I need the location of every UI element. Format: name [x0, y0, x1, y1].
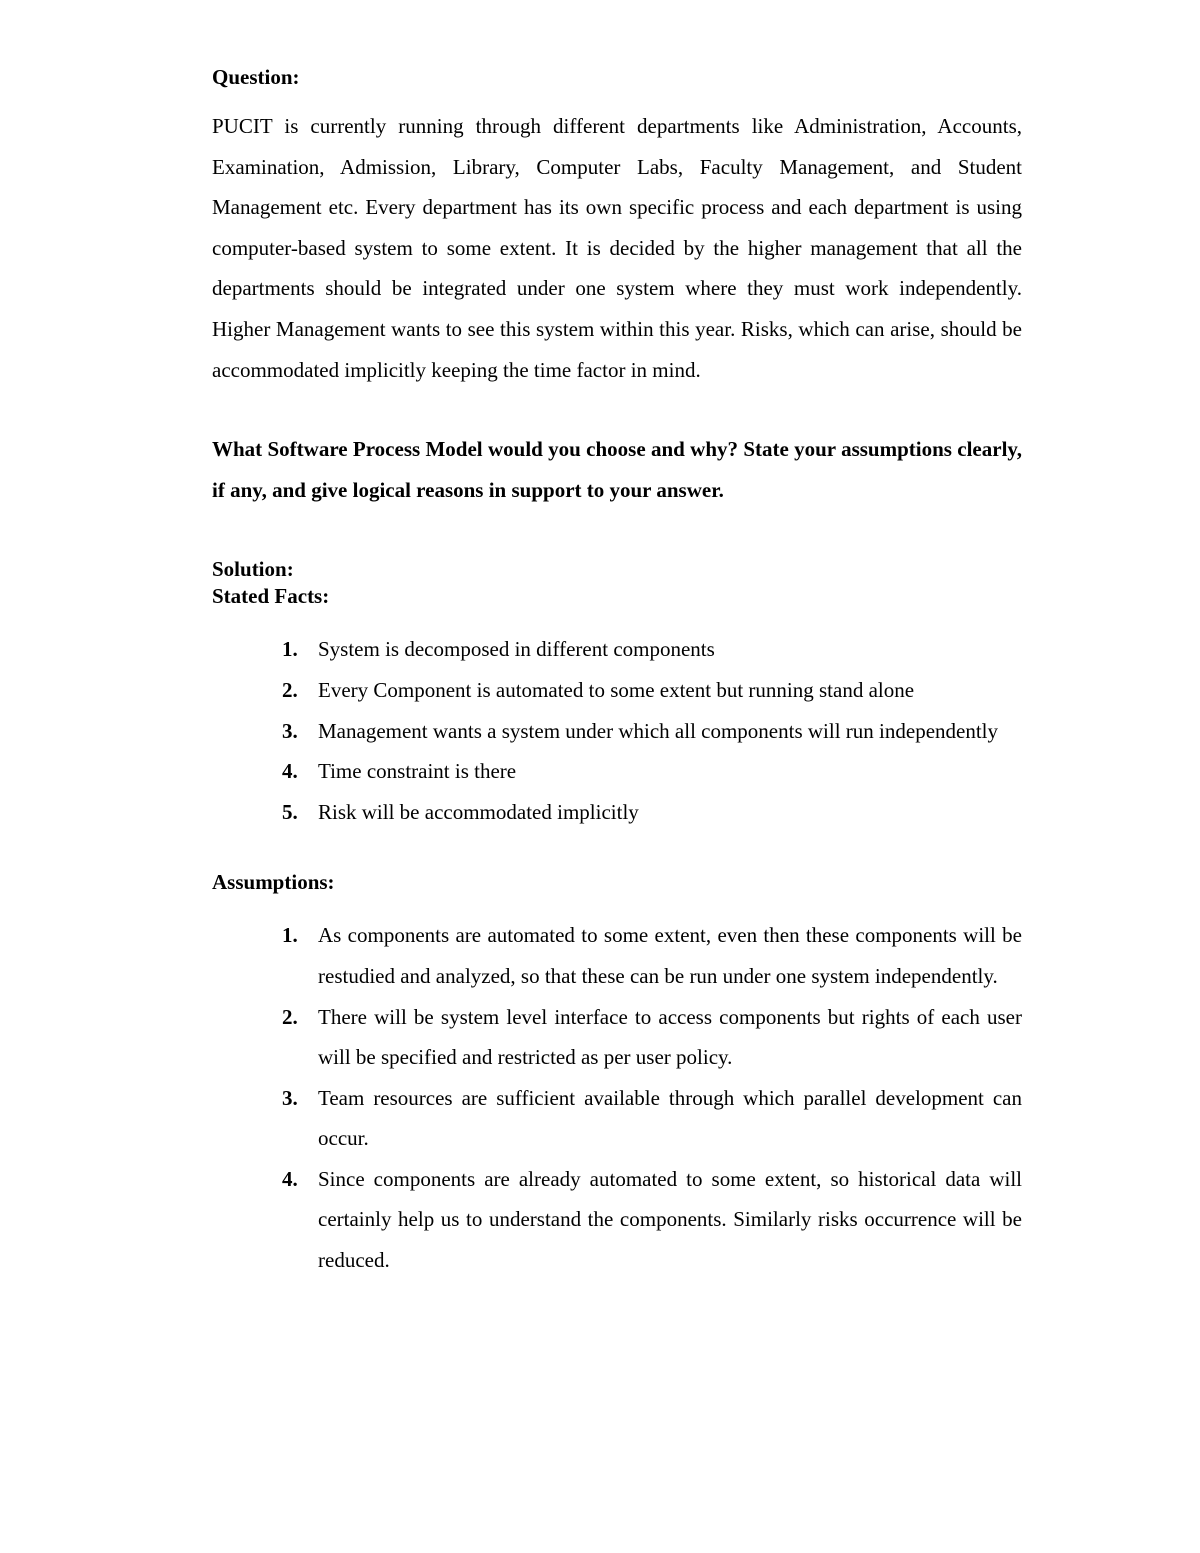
list-item — [212, 711, 1022, 752]
list-item-text: Team resources are sufficient available through which parallel development can occur. — [318, 1085, 1022, 1151]
list-item — [212, 1159, 1022, 1281]
list-item-text: Management wants a system under which all components will run independently — [318, 718, 999, 743]
list-number: 4. — [282, 759, 298, 784]
list-item-text: Every Component is automated to some extent but running stand alone — [318, 677, 915, 702]
solution-heading: Solution: — [212, 557, 294, 582]
question-prompt: What Software Process Model would you choose and why? State your assumptions clearly, if any, and give logical reasons in support to your answer. — [212, 437, 1022, 502]
list-item — [212, 915, 1022, 996]
list-item — [212, 997, 1022, 1078]
list-item — [212, 670, 1022, 711]
list-item-text: System is decomposed in different components — [318, 637, 715, 662]
question-heading: Question: — [212, 65, 300, 89]
list-item — [212, 751, 1022, 792]
list-number: 3. — [282, 718, 298, 743]
list-number: 4. — [282, 1166, 298, 1191]
list-number: 1. — [282, 923, 298, 948]
list-number: 1. — [282, 637, 298, 662]
list-number: 3. — [282, 1085, 298, 1110]
list-item — [212, 1078, 1022, 1159]
stated-facts-list — [212, 629, 1022, 832]
list-item — [212, 629, 1022, 670]
list-number: 2. — [282, 677, 298, 702]
stated-facts-heading: Stated Facts: — [212, 584, 330, 609]
list-number: 2. — [282, 1004, 298, 1029]
list-item-text: Risk will be accommodated implicitly — [318, 799, 639, 824]
assumptions-list — [212, 915, 1022, 1280]
list-item-text: Since components are already automated to some extent, so historical data will certainly help us to understand the components. Similarly risks occurrence will be reduced. — [318, 1166, 1022, 1273]
list-item-text: There will be system level interface to access components but rights of each user will be specified and restricted as per user policy. — [318, 1004, 1022, 1070]
list-number: 5. — [282, 799, 298, 824]
document-page — [212, 64, 1022, 1281]
question-body: PUCIT is currently running through different departments like Administration, Accounts, Examination, Admission, Library, Computer Labs, Faculty Management, and Student Management etc. Every department has its own specific process and each department is using computer-based system to some extent. It is decided by the higher management that all the departments should be integrated under one system where they must work independently. Higher Management wants to see this system within this year. Risks, which can arise, should be accommodated implicitly keeping the time factor in mind. — [212, 114, 1022, 382]
list-item-text: Time constraint is there — [318, 759, 517, 784]
assumptions-heading: Assumptions: — [212, 870, 335, 895]
list-item-text: As components are automated to some extent, even then these components will be restudied and analyzed, so that these can be run under one system independently. — [318, 923, 1022, 988]
list-item — [212, 792, 1022, 833]
